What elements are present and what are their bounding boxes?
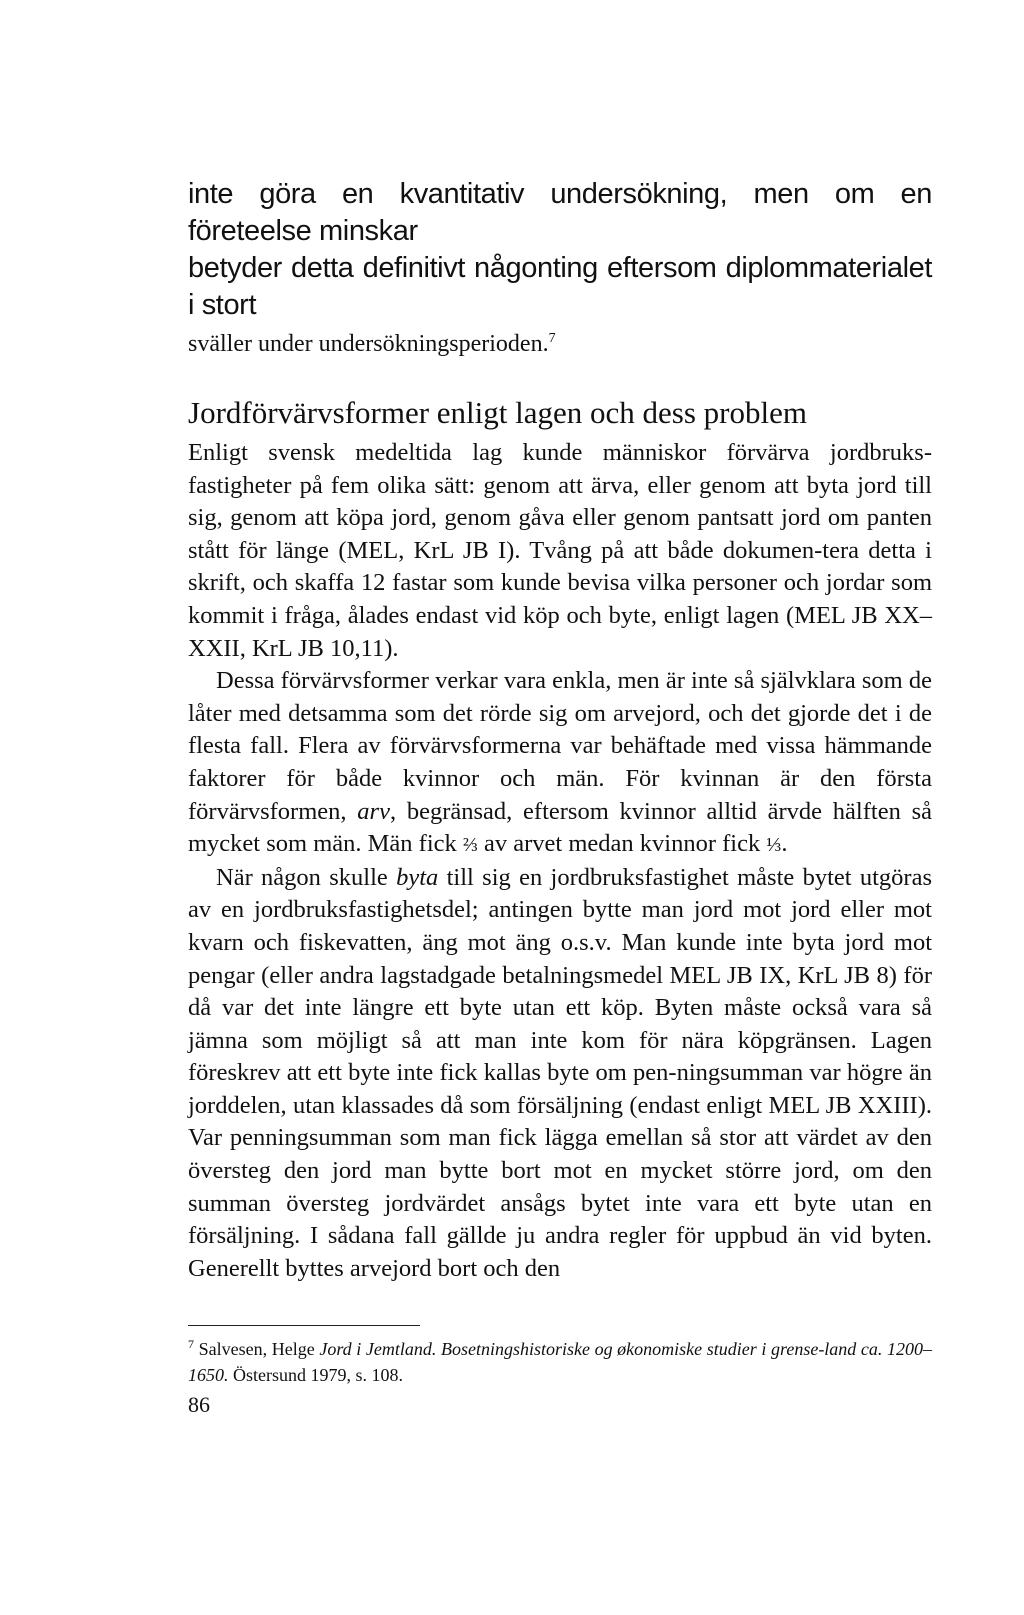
footnote-number: 7 bbox=[188, 1337, 194, 1352]
intro-line-2: betyder detta definitivt någonting eftersom diplommaterialet i stort bbox=[188, 252, 932, 321]
p2-italic-arv: arv bbox=[357, 797, 390, 825]
p3-text-1: När någon skulle bbox=[216, 863, 388, 891]
paragraph-3 bbox=[188, 862, 932, 1286]
footnote-divider bbox=[188, 1325, 420, 1326]
footnote-title: Jord i Jemtland. Bosetningshistoriske og økonomiske studier i grense-land ca. 1200–1650. bbox=[188, 1339, 933, 1386]
p2-text-1: Dessa förvärvsformer verkar vara enkla, men är inte så självklara som de låter med detsamma som det rörde sig om arvejord, och det gjorde det i de flesta fall. Flera av förvärvsformerna var behäftade med vissa hämmande faktorer för både kvinnor och män. För kvinnan är den första förvärvsformen, bbox=[188, 667, 932, 825]
section-heading: Jordförvärvsformer enligt lagen och dess problem bbox=[188, 395, 807, 430]
intro-paragraph bbox=[188, 176, 932, 363]
intro-line-3 bbox=[188, 331, 556, 357]
footnote bbox=[188, 1336, 932, 1388]
footnote-author: Salvesen, Helge bbox=[198, 1339, 315, 1360]
paragraph-2 bbox=[188, 665, 932, 862]
intro-line-3-text: sväller under undersökningsperioden. bbox=[188, 331, 549, 357]
fraction-one-third: ⅓ bbox=[766, 834, 782, 857]
footnote-ref: 7 bbox=[548, 331, 556, 346]
paragraph-1: Enligt svensk medeltida lag kunde människor förvärva jordbruks-fastigheter på fem olika sätt: genom att ärva, eller genom att byta jord till sig, genom att köpa jord, genom gåva eller genom pantsatt jord om panten stått för länge (MEL, KrL JB I). Tvång på att både dokumen-tera detta i skrift, och skaffa 12 fastar som kunde bevisa vilka personer och jordar som kommit i fråga, ålades endast vid köp och byte, enligt lagen (MEL JB XX–XXII, KrL JB 10,11). bbox=[188, 439, 932, 662]
page-body bbox=[188, 176, 932, 1388]
p2-text-3: av arvet medan kvinnor fick bbox=[484, 830, 761, 858]
p2-text-2: , begränsad, eftersom kvinnor alltid ärvde hälften så mycket som män. Män fick bbox=[188, 797, 932, 858]
page-number: 86 bbox=[188, 1392, 210, 1417]
p3-italic-byta: byta bbox=[396, 863, 439, 891]
fraction-two-thirds: ⅔ bbox=[462, 834, 478, 857]
p2-text-4: . bbox=[781, 830, 788, 858]
p3-text-2: till sig en jordbruksfastighet måste bytet utgöras av en jordbruksfastighetsdel; antingen bytte man jord mot jord eller mot kvarn och fiskevatten, äng mot äng o.s.v. Man kunde inte byta jord mot pengar (eller andra lagstadgade betalningsmedel MEL JB IX, KrL JB 8) för då var det inte längre ett byte utan ett köp. Byten måste också vara så jämna som möjligt så att man inte kom för nära köpgränsen. Lagen föreskrev att ett byte inte fick kallas byte om pen-ningsumman var högre än jorddelen, utan klassades då som försäljning (endast enligt MEL JB XXIII). Var penningsumman som man fick lägga emellan så stor att värdet av den översteg den jord man bytte bort mot en mycket större jord, om den summan översteg jordvärdet ansågs bytet inte vara ett byte utan en försäljning. I sådana fall gällde ju andra regler för uppbud än vid byten. Generellt byttes arvejord bort och den bbox=[188, 863, 933, 1282]
intro-line-1: inte göra en kvantitativ undersökning, men om en företeelse minskar bbox=[188, 178, 932, 247]
footnote-rest: Östersund 1979, s. 108. bbox=[233, 1365, 403, 1386]
